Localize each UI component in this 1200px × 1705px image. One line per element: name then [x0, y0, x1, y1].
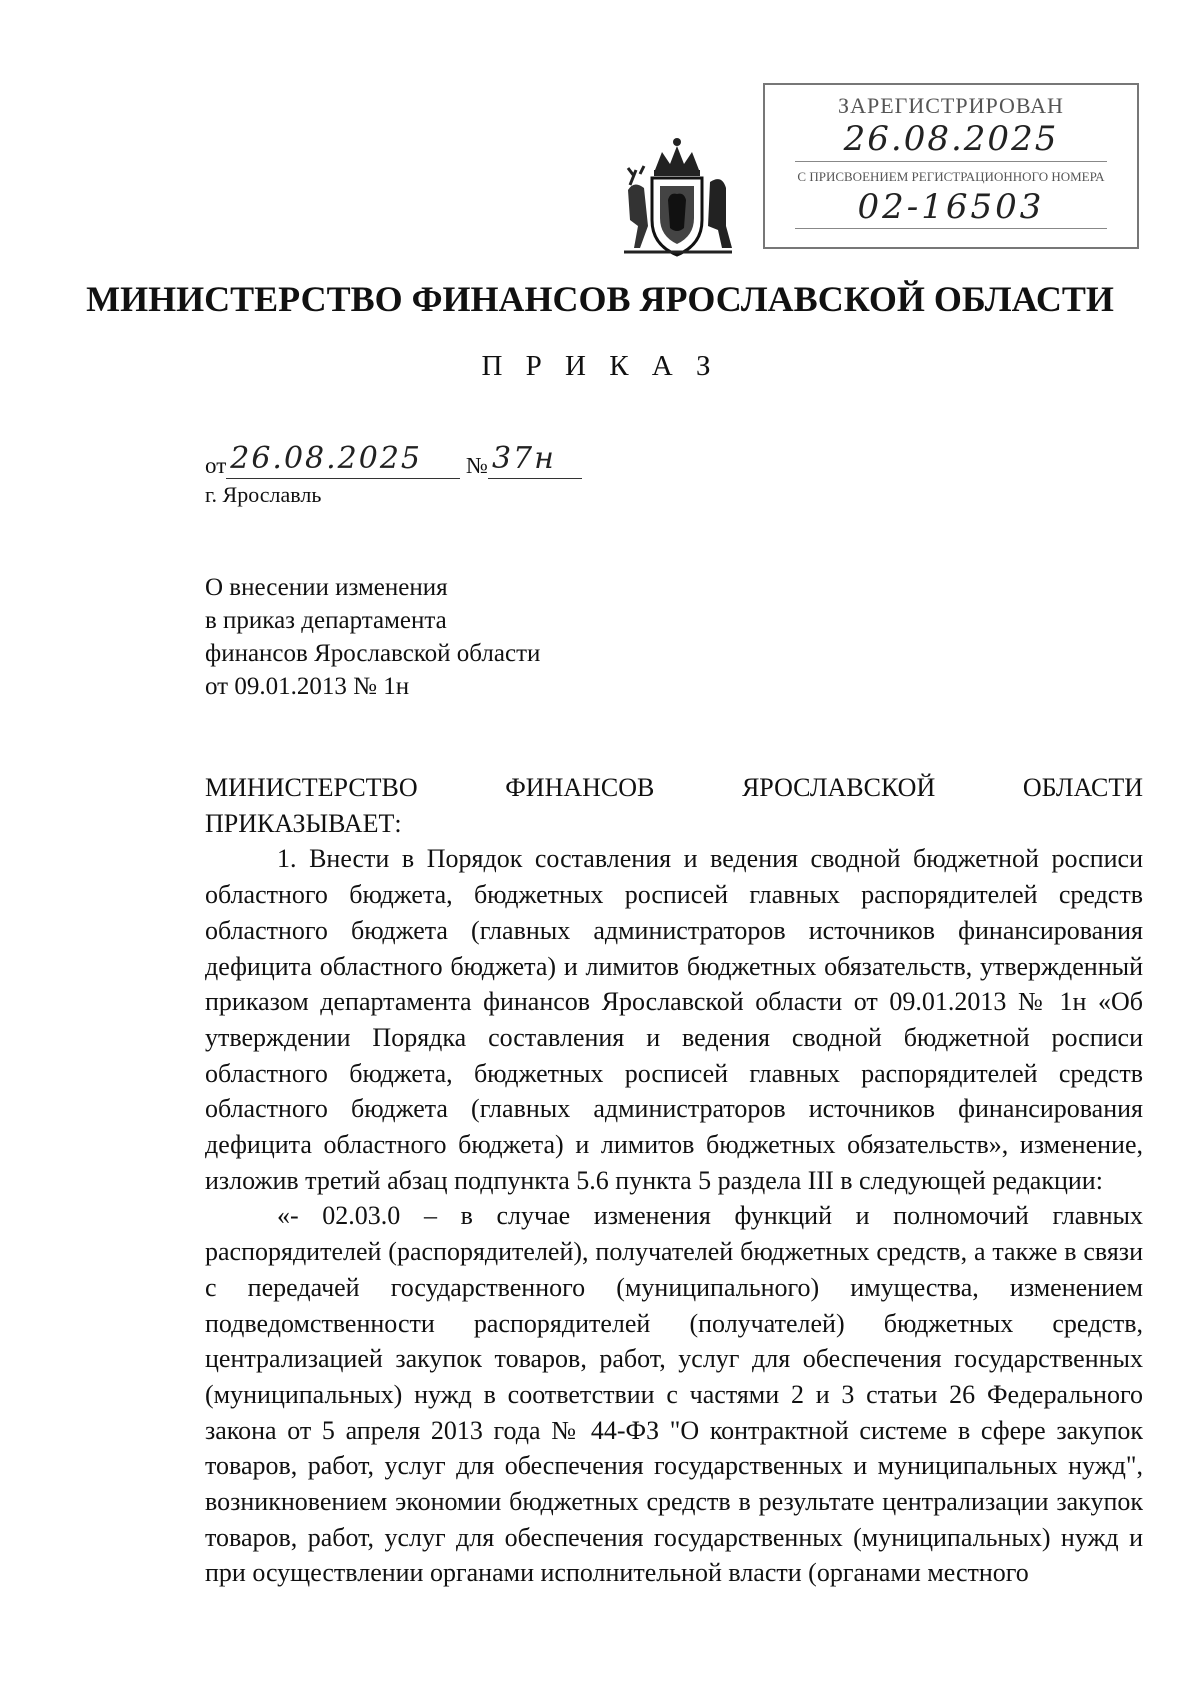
- ministry-title: МИНИСТЕРСТВО ФИНАНСОВ ЯРОСЛАВСКОЙ ОБЛАСТИ: [86, 279, 1114, 319]
- order-body-headline: [205, 770, 1143, 806]
- order-city: г. Ярославль: [205, 482, 322, 507]
- yaroslavl-coat-of-arms-icon: [610, 130, 745, 265]
- stamp-divider: [795, 228, 1107, 229]
- document-type-title: П Р И К А З: [481, 350, 719, 382]
- order-number-handwritten: 37н: [488, 440, 582, 479]
- headline-word: ЯРОСЛАВСКОЙ: [741, 773, 936, 802]
- order-date-number-line: [205, 440, 582, 478]
- registration-stamp: [763, 83, 1139, 249]
- subject-line: финансов Ярославской области: [205, 640, 541, 667]
- order-date-handwritten: 26.08.2025: [226, 440, 460, 479]
- headline-word: МИНИСТЕРСТВО: [205, 773, 418, 802]
- headline-word: ОБЛАСТИ: [1022, 773, 1143, 802]
- stamp-caption: С ПРИСВОЕНИЕМ РЕГИСТРАЦИОННОГО НОМЕРА: [797, 169, 1105, 184]
- subject-line: в приказ департамента: [205, 607, 447, 634]
- stamp-date-handwritten: 26.08.2025: [843, 119, 1059, 159]
- paragraph-1: 1. Внести в Порядок составления и ведения сводной бюджетной росписи областного бюджета, бюджетных росписей главных распорядителей средств областного бюджета (главных администраторов источников финансирования дефицита областного бюджета) и лимитов бюджетных обязательств, утвержденный приказом департамента финансов Ярославской области от 09.01.2013 № 1н «Об утверждении Порядка составления и ведения сводной бюджетной росписи областного бюджета, бюджетных росписей главных распорядителей средств областного бюджета (главных администраторов источников финансирования дефицита областного бюджета) и лимитов бюджетных обязательств», изменение, изложив третий абзац подпункта 5.6 пункта 5 раздела III в следующей редакции:: [205, 844, 1143, 1195]
- order-body: [205, 770, 1143, 1591]
- subject-line: О внесении изменения: [205, 574, 448, 601]
- stamp-number-handwritten: 02-16503: [857, 187, 1045, 227]
- stamp-divider: [795, 161, 1107, 162]
- order-date-prefix: от: [205, 453, 227, 478]
- stamp-title: ЗАРЕГИСТРИРОВАН: [838, 93, 1064, 118]
- headline-word: ФИНАНСОВ: [505, 773, 655, 802]
- order-subject: [205, 571, 540, 703]
- order-number-prefix: №: [466, 453, 488, 478]
- paragraph-2: «- 02.03.0 – в случае изменения функций и полномочий главных распорядителей (распорядителей), получателей бюджетных средств, а также в связи с передачей государственного (муниципального) имущества, изменением подведомственности распорядителей (получателей) бюджетных средств, централизацией закупок товаров, работ, услуг для обеспечения государственных (муниципальных) нужд в соответствии с частями 2 и 3 статьи 26 Федерального закона от 5 апреля 2013 года № 44-ФЗ "О контрактной системе в сфере закупок товаров, работ, услуг для обеспечения государственных и муниципальных нужд", возникновением экономии бюджетных средств в результате централизации закупок товаров, работ, услуг для обеспечения государственных (муниципальных) нужд и при осуществлении органами исполнительной власти (органами местного: [205, 1201, 1143, 1588]
- order-body-headline-end: ПРИКАЗЫВАЕТ:: [205, 808, 402, 838]
- subject-line: от 09.01.2013 № 1н: [205, 673, 410, 700]
